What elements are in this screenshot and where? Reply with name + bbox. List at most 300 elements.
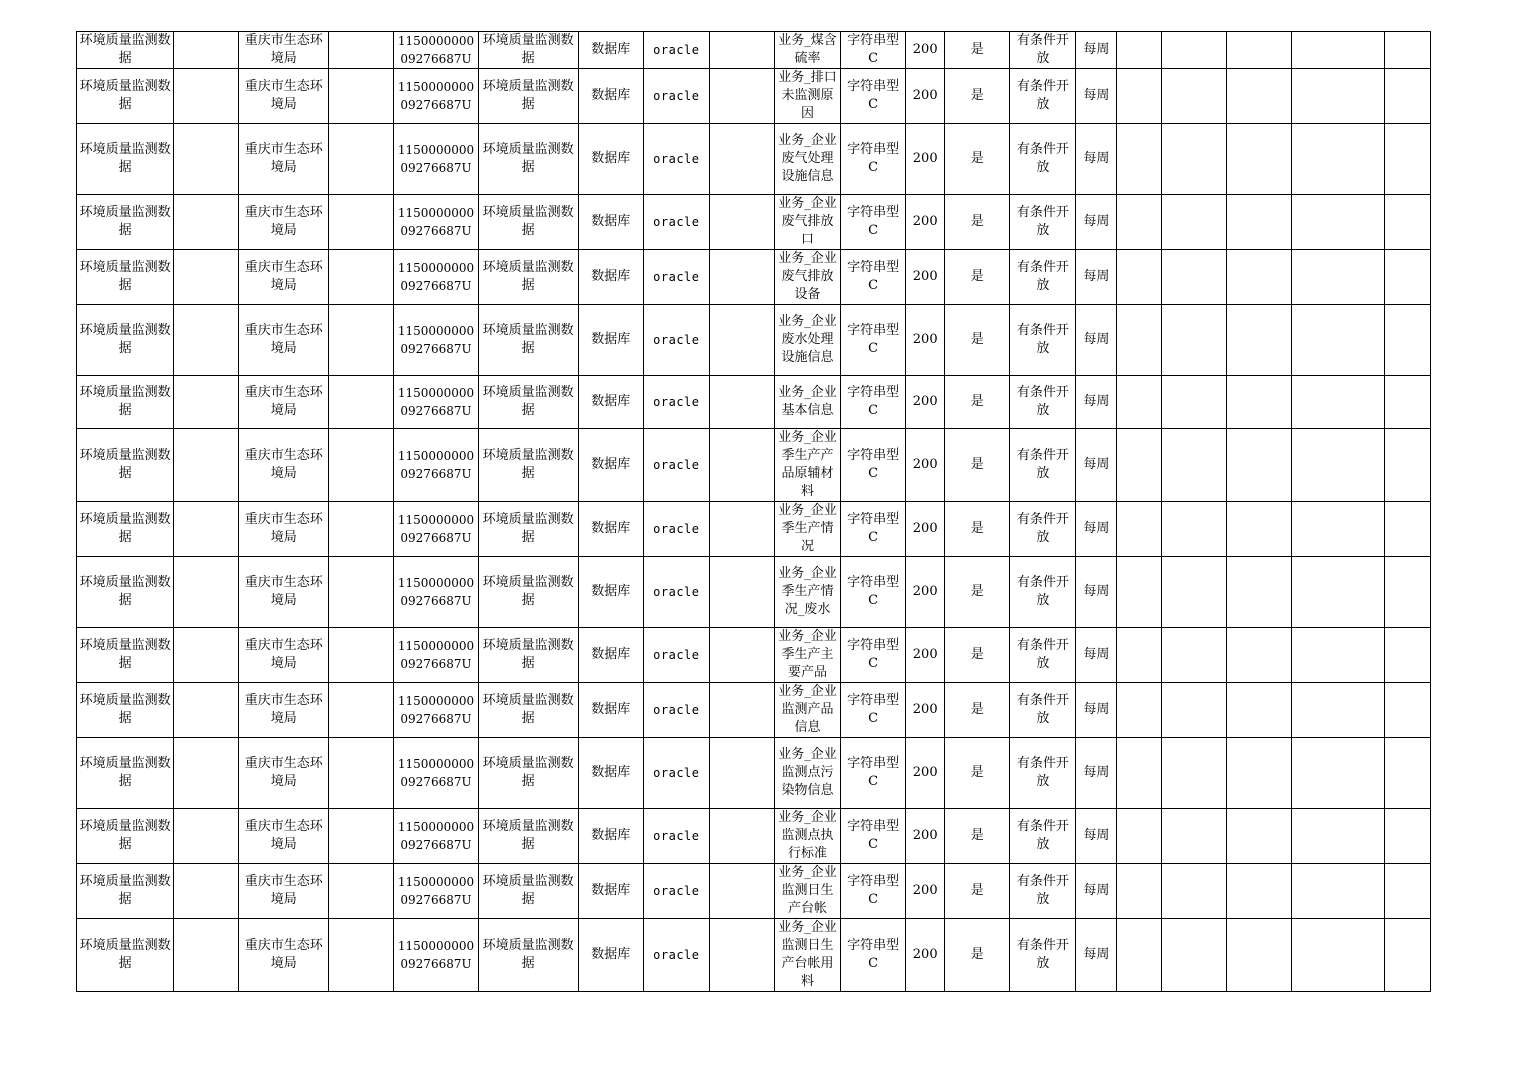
empty-cell: [1384, 809, 1430, 864]
open-type-cell: 有条件开放: [1010, 305, 1076, 376]
shared-flag-cell: 是: [945, 195, 1010, 250]
resource-name-cell: 环境质量监测数据: [478, 557, 578, 628]
shared-flag-cell: 是: [945, 124, 1010, 195]
dept-cell: 重庆市生态环境局: [239, 738, 329, 809]
empty-cell: [329, 683, 394, 738]
open-type-cell: 有条件开放: [1010, 429, 1076, 502]
table-row: [77, 919, 1431, 992]
db-type-cell: oracle: [643, 305, 709, 376]
field-length-cell: 200: [906, 305, 945, 376]
empty-cell: [1161, 69, 1226, 124]
db-type-cell: oracle: [643, 809, 709, 864]
storage-type-cell: 数据库: [578, 69, 643, 124]
db-type-cell: oracle: [643, 250, 709, 305]
empty-cell: [1117, 305, 1161, 376]
field-length-cell: 200: [906, 809, 945, 864]
empty-cell: [174, 250, 239, 305]
empty-cell: [1117, 69, 1161, 124]
shared-flag-cell: 是: [945, 502, 1010, 557]
update-frequency-cell: 每周: [1076, 809, 1117, 864]
open-type-cell: 有条件开放: [1010, 864, 1076, 919]
empty-cell: [1384, 69, 1430, 124]
db-type-cell: oracle: [643, 738, 709, 809]
dept-cell: 重庆市生态环境局: [239, 305, 329, 376]
credit-code-cell: 115000000009276687U: [394, 738, 478, 809]
empty-cell: [1226, 809, 1291, 864]
resource-name-cell: 环境质量监测数据: [478, 628, 578, 683]
update-frequency-cell: 每周: [1076, 429, 1117, 502]
empty-cell: [174, 557, 239, 628]
open-type-cell: 有条件开放: [1010, 376, 1076, 429]
empty-cell: [1226, 683, 1291, 738]
empty-cell: [1161, 32, 1226, 69]
empty-cell: [1226, 32, 1291, 69]
storage-type-cell: 数据库: [578, 809, 643, 864]
empty-cell: [1384, 919, 1430, 992]
field-name-cell: 业务_企业废气排放口: [774, 195, 840, 250]
field-name-cell: 业务_企业监测日生产台帐: [774, 864, 840, 919]
table-row: [77, 738, 1431, 809]
empty-cell: [1226, 429, 1291, 502]
catalog-name-cell: 环境质量监测数据: [77, 250, 174, 305]
table-row: [77, 124, 1431, 195]
resource-name-cell: 环境质量监测数据: [478, 864, 578, 919]
update-frequency-cell: 每周: [1076, 305, 1117, 376]
empty-cell: [1291, 738, 1384, 809]
open-type-cell: 有条件开放: [1010, 809, 1076, 864]
shared-flag-cell: 是: [945, 683, 1010, 738]
empty-cell: [1226, 69, 1291, 124]
data-type-cell: 字符串型C: [841, 809, 906, 864]
empty-cell: [329, 809, 394, 864]
empty-cell: [1117, 195, 1161, 250]
update-frequency-cell: 每周: [1076, 864, 1117, 919]
open-type-cell: 有条件开放: [1010, 919, 1076, 992]
field-length-cell: 200: [906, 124, 945, 195]
storage-type-cell: 数据库: [578, 628, 643, 683]
dept-cell: 重庆市生态环境局: [239, 864, 329, 919]
empty-cell: [1117, 919, 1161, 992]
shared-flag-cell: 是: [945, 32, 1010, 69]
credit-code-cell: 115000000009276687U: [394, 628, 478, 683]
empty-cell: [709, 557, 774, 628]
catalog-name-cell: 环境质量监测数据: [77, 809, 174, 864]
empty-cell: [174, 683, 239, 738]
shared-flag-cell: 是: [945, 738, 1010, 809]
resource-name-cell: 环境质量监测数据: [478, 738, 578, 809]
catalog-name-cell: 环境质量监测数据: [77, 919, 174, 992]
empty-cell: [709, 809, 774, 864]
data-type-cell: 字符串型C: [841, 864, 906, 919]
empty-cell: [329, 124, 394, 195]
table-row: [77, 864, 1431, 919]
empty-cell: [709, 919, 774, 992]
db-type-cell: oracle: [643, 69, 709, 124]
shared-flag-cell: 是: [945, 376, 1010, 429]
field-name-cell: 业务_企业废气排放设备: [774, 250, 840, 305]
empty-cell: [1384, 305, 1430, 376]
empty-cell: [329, 376, 394, 429]
update-frequency-cell: 每周: [1076, 502, 1117, 557]
empty-cell: [1117, 124, 1161, 195]
catalog-name-cell: 环境质量监测数据: [77, 502, 174, 557]
empty-cell: [1226, 557, 1291, 628]
empty-cell: [709, 124, 774, 195]
empty-cell: [709, 628, 774, 683]
dept-cell: 重庆市生态环境局: [239, 919, 329, 992]
catalog-name-cell: 环境质量监测数据: [77, 864, 174, 919]
dept-cell: 重庆市生态环境局: [239, 32, 329, 69]
db-type-cell: oracle: [643, 919, 709, 992]
db-type-cell: oracle: [643, 683, 709, 738]
empty-cell: [329, 738, 394, 809]
catalog-name-cell: 环境质量监测数据: [77, 195, 174, 250]
field-length-cell: 200: [906, 376, 945, 429]
field-name-cell: 业务_企业基本信息: [774, 376, 840, 429]
field-name-cell: 业务_排口未监测原因: [774, 69, 840, 124]
field-length-cell: 200: [906, 864, 945, 919]
storage-type-cell: 数据库: [578, 305, 643, 376]
empty-cell: [174, 864, 239, 919]
empty-cell: [709, 32, 774, 69]
field-length-cell: 200: [906, 429, 945, 502]
empty-cell: [709, 195, 774, 250]
resource-name-cell: 环境质量监测数据: [478, 809, 578, 864]
data-type-cell: 字符串型C: [841, 250, 906, 305]
credit-code-cell: 115000000009276687U: [394, 809, 478, 864]
catalog-name-cell: 环境质量监测数据: [77, 69, 174, 124]
catalog-table: [76, 31, 1431, 992]
table-row: [77, 250, 1431, 305]
credit-code-cell: 115000000009276687U: [394, 69, 478, 124]
empty-cell: [709, 738, 774, 809]
empty-cell: [1161, 429, 1226, 502]
empty-cell: [709, 502, 774, 557]
data-type-cell: 字符串型C: [841, 124, 906, 195]
empty-cell: [1291, 69, 1384, 124]
table-row: [77, 628, 1431, 683]
resource-name-cell: 环境质量监测数据: [478, 250, 578, 305]
open-type-cell: 有条件开放: [1010, 738, 1076, 809]
empty-cell: [1291, 809, 1384, 864]
empty-cell: [1117, 557, 1161, 628]
update-frequency-cell: 每周: [1076, 124, 1117, 195]
dept-cell: 重庆市生态环境局: [239, 195, 329, 250]
open-type-cell: 有条件开放: [1010, 557, 1076, 628]
empty-cell: [329, 250, 394, 305]
empty-cell: [174, 502, 239, 557]
field-length-cell: 200: [906, 195, 945, 250]
empty-cell: [1384, 628, 1430, 683]
shared-flag-cell: 是: [945, 305, 1010, 376]
storage-type-cell: 数据库: [578, 195, 643, 250]
empty-cell: [1161, 250, 1226, 305]
empty-cell: [1384, 738, 1430, 809]
field-name-cell: 业务_企业监测日生产台帐用料: [774, 919, 840, 992]
dept-cell: 重庆市生态环境局: [239, 809, 329, 864]
empty-cell: [1226, 124, 1291, 195]
storage-type-cell: 数据库: [578, 250, 643, 305]
shared-flag-cell: 是: [945, 557, 1010, 628]
empty-cell: [1384, 557, 1430, 628]
empty-cell: [1226, 738, 1291, 809]
empty-cell: [709, 864, 774, 919]
db-type-cell: oracle: [643, 628, 709, 683]
dept-cell: 重庆市生态环境局: [239, 124, 329, 195]
field-name-cell: 业务_企业季生产主要产品: [774, 628, 840, 683]
open-type-cell: 有条件开放: [1010, 250, 1076, 305]
empty-cell: [1226, 305, 1291, 376]
empty-cell: [1291, 683, 1384, 738]
storage-type-cell: 数据库: [578, 124, 643, 195]
db-type-cell: oracle: [643, 429, 709, 502]
credit-code-cell: 115000000009276687U: [394, 195, 478, 250]
catalog-name-cell: 环境质量监测数据: [77, 628, 174, 683]
empty-cell: [1226, 250, 1291, 305]
empty-cell: [1291, 628, 1384, 683]
data-type-cell: 字符串型C: [841, 919, 906, 992]
empty-cell: [1226, 919, 1291, 992]
table-row: [77, 305, 1431, 376]
empty-cell: [329, 69, 394, 124]
empty-cell: [329, 305, 394, 376]
table-row: [77, 683, 1431, 738]
empty-cell: [1161, 376, 1226, 429]
empty-cell: [709, 250, 774, 305]
empty-cell: [174, 376, 239, 429]
storage-type-cell: 数据库: [578, 864, 643, 919]
open-type-cell: 有条件开放: [1010, 683, 1076, 738]
empty-cell: [709, 69, 774, 124]
empty-cell: [1384, 864, 1430, 919]
storage-type-cell: 数据库: [578, 557, 643, 628]
empty-cell: [1384, 124, 1430, 195]
storage-type-cell: 数据库: [578, 502, 643, 557]
data-type-cell: 字符串型C: [841, 502, 906, 557]
empty-cell: [174, 32, 239, 69]
dept-cell: 重庆市生态环境局: [239, 250, 329, 305]
empty-cell: [329, 557, 394, 628]
table-row: [77, 195, 1431, 250]
empty-cell: [1117, 628, 1161, 683]
field-name-cell: 业务_企业监测产品信息: [774, 683, 840, 738]
empty-cell: [1226, 195, 1291, 250]
field-name-cell: 业务_煤含硫率: [774, 32, 840, 69]
storage-type-cell: 数据库: [578, 919, 643, 992]
shared-flag-cell: 是: [945, 250, 1010, 305]
data-type-cell: 字符串型C: [841, 738, 906, 809]
shared-flag-cell: 是: [945, 429, 1010, 502]
empty-cell: [1291, 124, 1384, 195]
empty-cell: [329, 864, 394, 919]
field-length-cell: 200: [906, 557, 945, 628]
shared-flag-cell: 是: [945, 864, 1010, 919]
resource-name-cell: 环境质量监测数据: [478, 69, 578, 124]
empty-cell: [1117, 809, 1161, 864]
credit-code-cell: 115000000009276687U: [394, 683, 478, 738]
empty-cell: [1117, 376, 1161, 429]
storage-type-cell: 数据库: [578, 429, 643, 502]
resource-name-cell: 环境质量监测数据: [478, 683, 578, 738]
db-type-cell: oracle: [643, 124, 709, 195]
empty-cell: [1161, 557, 1226, 628]
resource-name-cell: 环境质量监测数据: [478, 919, 578, 992]
dept-cell: 重庆市生态环境局: [239, 376, 329, 429]
empty-cell: [1384, 502, 1430, 557]
empty-cell: [1117, 864, 1161, 919]
empty-cell: [1161, 502, 1226, 557]
field-length-cell: 200: [906, 32, 945, 69]
empty-cell: [174, 919, 239, 992]
empty-cell: [709, 305, 774, 376]
field-name-cell: 业务_企业监测点污染物信息: [774, 738, 840, 809]
dept-cell: 重庆市生态环境局: [239, 429, 329, 502]
empty-cell: [1117, 429, 1161, 502]
empty-cell: [1161, 919, 1226, 992]
shared-flag-cell: 是: [945, 628, 1010, 683]
credit-code-cell: 115000000009276687U: [394, 429, 478, 502]
empty-cell: [1161, 809, 1226, 864]
catalog-name-cell: 环境质量监测数据: [77, 124, 174, 195]
empty-cell: [329, 32, 394, 69]
data-type-cell: 字符串型C: [841, 376, 906, 429]
resource-name-cell: 环境质量监测数据: [478, 305, 578, 376]
empty-cell: [1291, 305, 1384, 376]
catalog-name-cell: 环境质量监测数据: [77, 738, 174, 809]
table-row: [77, 376, 1431, 429]
data-type-cell: 字符串型C: [841, 305, 906, 376]
empty-cell: [1117, 683, 1161, 738]
empty-cell: [1384, 195, 1430, 250]
empty-cell: [174, 429, 239, 502]
db-type-cell: oracle: [643, 32, 709, 69]
data-type-cell: 字符串型C: [841, 429, 906, 502]
shared-flag-cell: 是: [945, 69, 1010, 124]
empty-cell: [1117, 502, 1161, 557]
empty-cell: [329, 919, 394, 992]
field-length-cell: 200: [906, 628, 945, 683]
field-name-cell: 业务_企业废气处理设施信息: [774, 124, 840, 195]
empty-cell: [1291, 919, 1384, 992]
dept-cell: 重庆市生态环境局: [239, 628, 329, 683]
open-type-cell: 有条件开放: [1010, 69, 1076, 124]
field-length-cell: 200: [906, 69, 945, 124]
resource-name-cell: 环境质量监测数据: [478, 429, 578, 502]
empty-cell: [174, 809, 239, 864]
empty-cell: [1384, 683, 1430, 738]
empty-cell: [1161, 305, 1226, 376]
update-frequency-cell: 每周: [1076, 919, 1117, 992]
storage-type-cell: 数据库: [578, 683, 643, 738]
empty-cell: [709, 429, 774, 502]
field-length-cell: 200: [906, 919, 945, 992]
credit-code-cell: 115000000009276687U: [394, 864, 478, 919]
empty-cell: [1291, 376, 1384, 429]
field-name-cell: 业务_企业季生产产品原辅材料: [774, 429, 840, 502]
data-type-cell: 字符串型C: [841, 195, 906, 250]
data-type-cell: 字符串型C: [841, 683, 906, 738]
open-type-cell: 有条件开放: [1010, 32, 1076, 69]
catalog-name-cell: 环境质量监测数据: [77, 376, 174, 429]
empty-cell: [1161, 738, 1226, 809]
update-frequency-cell: 每周: [1076, 32, 1117, 69]
storage-type-cell: 数据库: [578, 376, 643, 429]
empty-cell: [1384, 429, 1430, 502]
field-name-cell: 业务_企业废水处理设施信息: [774, 305, 840, 376]
empty-cell: [1161, 864, 1226, 919]
credit-code-cell: 115000000009276687U: [394, 124, 478, 195]
empty-cell: [1226, 628, 1291, 683]
empty-cell: [1291, 429, 1384, 502]
empty-cell: [1291, 557, 1384, 628]
empty-cell: [1291, 195, 1384, 250]
resource-name-cell: 环境质量监测数据: [478, 124, 578, 195]
data-type-cell: 字符串型C: [841, 628, 906, 683]
empty-cell: [1161, 683, 1226, 738]
empty-cell: [1161, 628, 1226, 683]
update-frequency-cell: 每周: [1076, 738, 1117, 809]
empty-cell: [1161, 124, 1226, 195]
empty-cell: [174, 305, 239, 376]
shared-flag-cell: 是: [945, 919, 1010, 992]
catalog-name-cell: 环境质量监测数据: [77, 305, 174, 376]
catalog-name-cell: 环境质量监测数据: [77, 683, 174, 738]
credit-code-cell: 115000000009276687U: [394, 305, 478, 376]
empty-cell: [1117, 250, 1161, 305]
update-frequency-cell: 每周: [1076, 557, 1117, 628]
update-frequency-cell: 每周: [1076, 69, 1117, 124]
catalog-name-cell: 环境质量监测数据: [77, 557, 174, 628]
resource-name-cell: 环境质量监测数据: [478, 502, 578, 557]
field-length-cell: 200: [906, 683, 945, 738]
credit-code-cell: 115000000009276687U: [394, 32, 478, 69]
empty-cell: [174, 124, 239, 195]
empty-cell: [709, 376, 774, 429]
db-type-cell: oracle: [643, 502, 709, 557]
update-frequency-cell: 每周: [1076, 628, 1117, 683]
empty-cell: [174, 738, 239, 809]
db-type-cell: oracle: [643, 864, 709, 919]
empty-cell: [1226, 502, 1291, 557]
field-length-cell: 200: [906, 250, 945, 305]
field-length-cell: 200: [906, 738, 945, 809]
db-type-cell: oracle: [643, 557, 709, 628]
data-type-cell: 字符串型C: [841, 557, 906, 628]
credit-code-cell: 115000000009276687U: [394, 919, 478, 992]
empty-cell: [174, 69, 239, 124]
empty-cell: [1117, 738, 1161, 809]
empty-cell: [1117, 32, 1161, 69]
empty-cell: [329, 502, 394, 557]
open-type-cell: 有条件开放: [1010, 628, 1076, 683]
empty-cell: [329, 628, 394, 683]
catalog-name-cell: 环境质量监测数据: [77, 32, 174, 69]
field-name-cell: 业务_企业监测点执行标准: [774, 809, 840, 864]
table-row: [77, 502, 1431, 557]
dept-cell: 重庆市生态环境局: [239, 557, 329, 628]
empty-cell: [1226, 376, 1291, 429]
db-type-cell: oracle: [643, 195, 709, 250]
db-type-cell: oracle: [643, 376, 709, 429]
catalog-name-cell: 环境质量监测数据: [77, 429, 174, 502]
data-type-cell: 字符串型C: [841, 32, 906, 69]
empty-cell: [1384, 32, 1430, 69]
empty-cell: [329, 429, 394, 502]
empty-cell: [1291, 864, 1384, 919]
table-row: [77, 557, 1431, 628]
credit-code-cell: 115000000009276687U: [394, 250, 478, 305]
resource-name-cell: 环境质量监测数据: [478, 195, 578, 250]
